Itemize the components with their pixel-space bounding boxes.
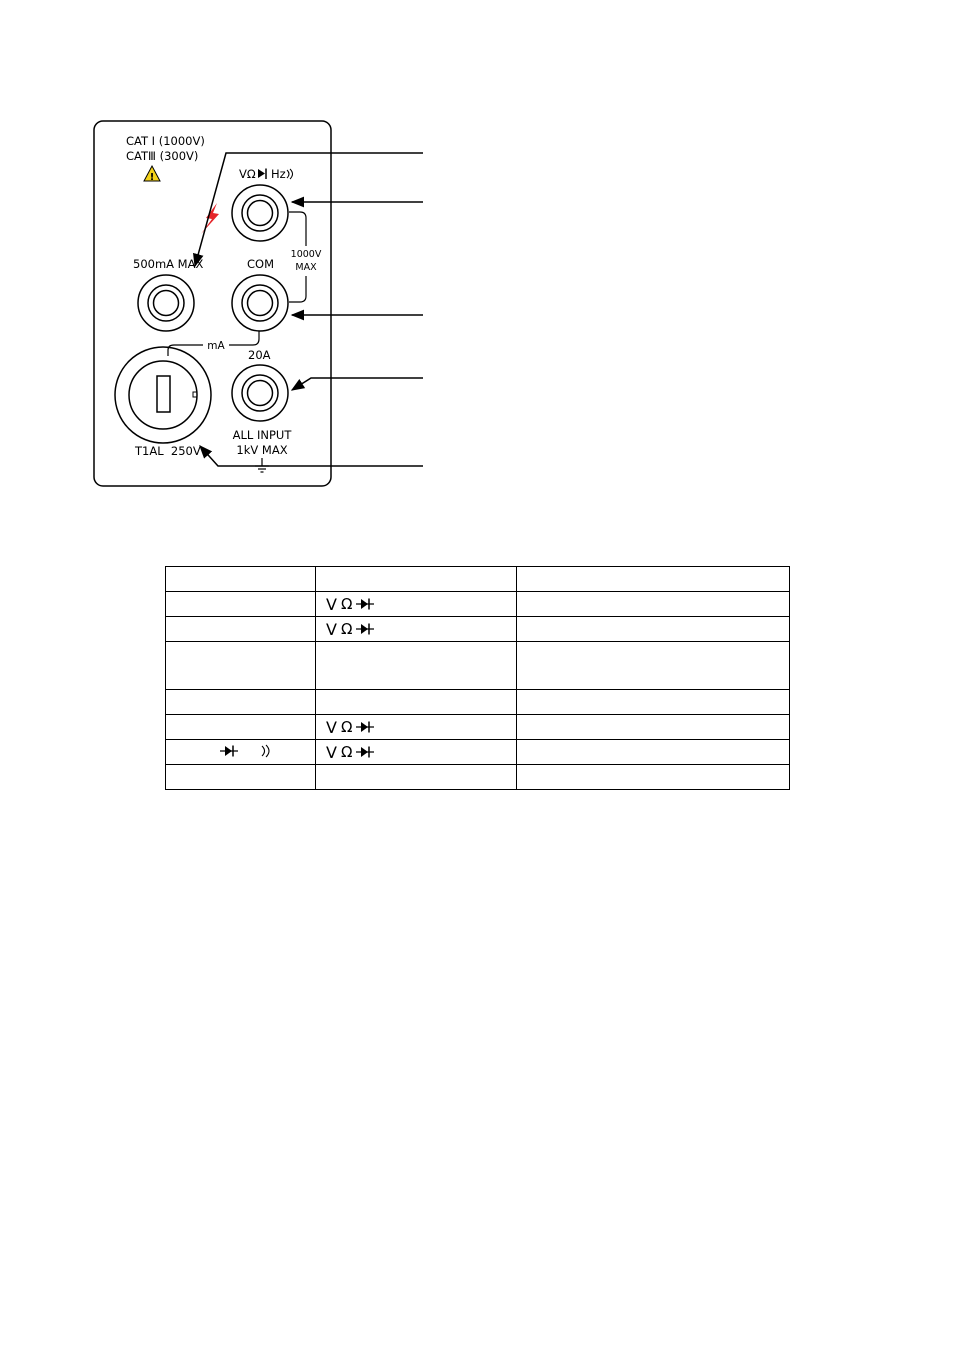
jack-20a-label: 20A — [248, 348, 271, 362]
ohm-symbol: Ω — [340, 718, 353, 736]
table-row — [166, 567, 790, 592]
volt-symbol: V — [326, 619, 337, 639]
high-voltage-lightning-icon — [201, 203, 219, 234]
diode-continuity-symbols — [220, 744, 272, 758]
table-cell — [316, 740, 517, 765]
table-row — [166, 617, 790, 642]
diode-icon — [356, 746, 374, 758]
continuity-beep-icon — [287, 169, 293, 179]
diode-icon — [220, 745, 238, 757]
ohm-symbol: Ω — [340, 620, 353, 638]
panel-outline — [94, 121, 331, 486]
vohm-diode-symbol — [326, 620, 374, 639]
table-cell — [316, 765, 517, 790]
ohm-symbol: Ω — [340, 595, 353, 613]
table-cell — [517, 715, 790, 740]
jack-ma[interactable] — [138, 275, 194, 331]
table-row — [166, 592, 790, 617]
warning-icon — [144, 166, 160, 183]
volt-symbol: V — [326, 594, 337, 614]
table-row — [166, 715, 790, 740]
table-cell — [166, 642, 316, 690]
table-cell — [517, 740, 790, 765]
table-cell — [316, 592, 517, 617]
diode-icon — [356, 721, 374, 733]
table-cell — [316, 567, 517, 592]
table-row — [166, 690, 790, 715]
table-cell — [316, 617, 517, 642]
table-cell — [166, 617, 316, 642]
table-cell — [166, 715, 316, 740]
table-cell — [517, 567, 790, 592]
jack-vohm-label — [239, 167, 293, 181]
svg-text:!: ! — [149, 172, 155, 183]
all-input-label: ALL INPUT — [232, 428, 292, 442]
table-cell — [517, 690, 790, 715]
table-row — [166, 642, 790, 690]
callout-arrow-fuse — [200, 446, 423, 466]
jack-com[interactable] — [232, 275, 288, 331]
input-panel-diagram — [0, 0, 955, 520]
table-cell — [517, 765, 790, 790]
table-cell — [166, 567, 316, 592]
ma-link-left — [168, 345, 203, 356]
cat-i-rating: CAT I (1000V) — [126, 134, 205, 148]
table-cell — [517, 592, 790, 617]
table-cell — [316, 690, 517, 715]
table-cell — [166, 765, 316, 790]
table-cell — [316, 715, 517, 740]
volt-symbol: V — [326, 717, 337, 737]
voltage-bracket-lower — [289, 276, 306, 302]
table-cell — [166, 690, 316, 715]
jack-vohm[interactable] — [232, 185, 288, 241]
table-cell — [517, 617, 790, 642]
volt-symbol: V — [326, 742, 337, 762]
continuity-beep-icon — [260, 744, 272, 758]
jack-com-label: COM — [247, 257, 275, 271]
max-voltage-line1: 1000V — [290, 249, 322, 260]
jack-ma-label: 500mA MAX — [133, 257, 204, 271]
table-cell — [166, 740, 316, 765]
table-cell — [166, 592, 316, 617]
fuse-holder[interactable] — [115, 347, 211, 443]
diode-icon — [258, 169, 266, 180]
table-row — [166, 765, 790, 790]
ma-link-right — [229, 331, 259, 345]
callout-arrow-20a — [292, 378, 423, 390]
table-row — [166, 740, 790, 765]
ground-icon — [255, 458, 269, 472]
table-cell — [517, 642, 790, 690]
terminal-function-table — [165, 566, 790, 790]
diode-icon — [356, 623, 374, 635]
ma-link-label: mA — [207, 340, 225, 352]
vohm-diode-symbol — [326, 595, 374, 614]
table-cell — [316, 642, 517, 690]
jack-hz-label-text: Hz — [271, 167, 286, 181]
cat-iii-rating: CATⅢ (300V) — [126, 149, 199, 163]
ohm-symbol: Ω — [340, 743, 353, 761]
all-input-max-label: 1kV MAX — [236, 443, 288, 457]
voltage-bracket — [289, 212, 306, 246]
diode-icon — [356, 598, 374, 610]
max-voltage-line2: MAX — [295, 262, 317, 273]
vohm-diode-symbol — [326, 718, 374, 737]
jack-20a[interactable] — [232, 365, 288, 421]
fuse-label: T1AL 250V — [135, 444, 201, 458]
jack-vohm-label-text: VΩ — [239, 167, 256, 181]
vohm-diode-symbol — [326, 743, 374, 762]
